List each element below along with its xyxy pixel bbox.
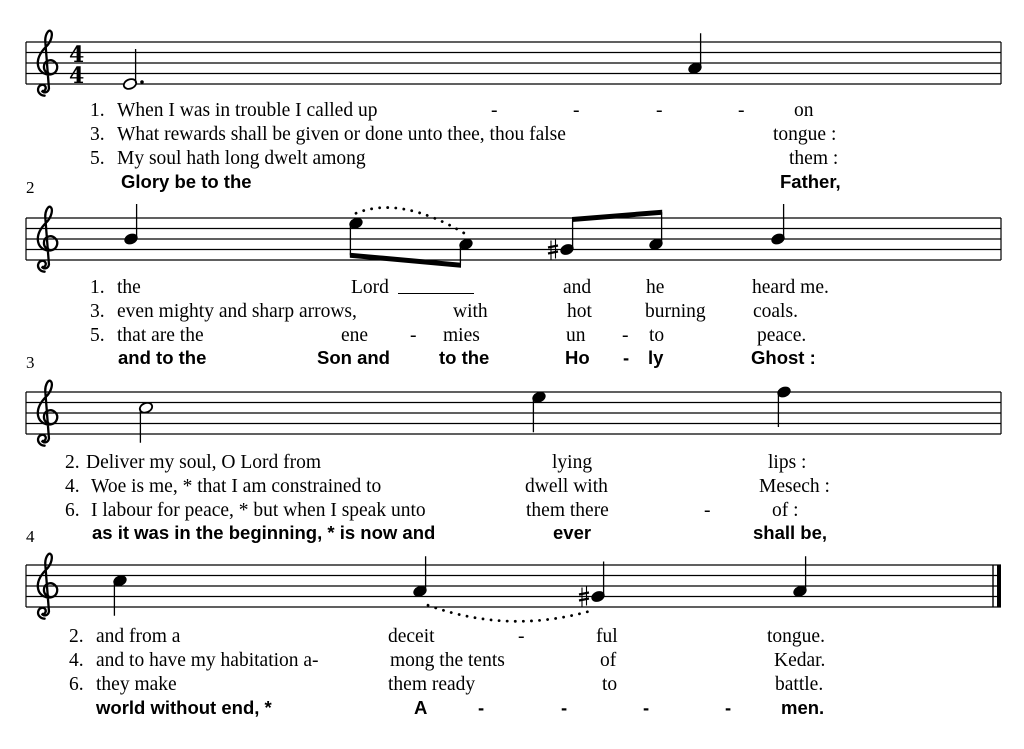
lyric-syllable: When I was in trouble I called up: [117, 100, 378, 121]
lyric-syllable: ene: [341, 325, 369, 346]
lyric-hyphen: -: [561, 697, 568, 718]
lyric-syllable: lying: [552, 452, 593, 473]
lyric-hyphen: -: [643, 697, 650, 718]
lyric-syllable: and: [563, 277, 592, 298]
lyric-hyphen: -: [410, 325, 417, 346]
lyric-syllable: men.: [781, 697, 825, 718]
lyric-syllable: ful: [596, 626, 618, 647]
lyric-syllable: A: [414, 697, 428, 718]
lyric-syllable: hot: [567, 301, 592, 322]
dotted-slur: [356, 208, 466, 235]
lyric-hyphen: -: [573, 100, 580, 121]
verse-number: 4.: [65, 476, 80, 497]
verse-number: 6.: [65, 500, 80, 521]
lyric-hyphen: -: [623, 347, 630, 368]
lyric-syllable: they make: [96, 674, 177, 695]
system-number-2: 2: [26, 178, 35, 197]
lyric-syllable: tongue.: [767, 626, 825, 647]
time-signature-bottom: 4: [69, 63, 85, 89]
verse-number: 4.: [69, 650, 84, 671]
lyric-syllable: as it was in the beginning, * is now and: [92, 522, 436, 543]
dotted-slur: [428, 605, 592, 621]
lyric-syllable: and to have my habitation a-: [96, 650, 319, 671]
lyric-syllable: ly: [648, 347, 664, 368]
lyric-syllable: Mesech :: [759, 476, 830, 497]
lyric-syllable: mong the tents: [390, 650, 505, 671]
lyric-syllable: burning: [645, 301, 706, 322]
lyric-syllable: Son and: [317, 347, 390, 368]
verse-number: 3.: [90, 124, 105, 145]
lyric-syllable: battle.: [775, 674, 824, 695]
lyric-hyphen: -: [725, 697, 732, 718]
lyric-syllable: shall be,: [753, 522, 828, 543]
lyric-hyphen: -: [622, 325, 629, 346]
lyric-syllable: with: [453, 301, 488, 322]
verse-number: 2.: [65, 452, 80, 473]
lyric-syllable: ever: [553, 522, 592, 543]
lyric-syllable: on: [794, 100, 814, 121]
lyric-syllable: to the: [439, 347, 490, 368]
lyric-hyphen: -: [478, 697, 485, 718]
lyric-syllable: world without end, *: [96, 697, 272, 718]
lyric-syllable: to: [649, 325, 665, 346]
lyric-syllable: Ghost :: [751, 347, 816, 368]
lyric-syllable: lips :: [768, 452, 807, 473]
lyric-syllable: the: [117, 277, 141, 298]
lyric-syllable: peace.: [757, 325, 807, 346]
lyric-syllable: he: [646, 277, 665, 298]
lyric-syllable: tongue :: [773, 124, 837, 145]
lyric-syllable: and to the: [118, 347, 207, 368]
lyric-syllable: Ho: [565, 347, 590, 368]
verse-number: 6.: [69, 674, 84, 695]
lyric-syllable: un: [566, 325, 586, 346]
lyric-hyphen: -: [738, 100, 745, 121]
system-number-3: 3: [26, 353, 35, 372]
note-beam: [572, 210, 662, 222]
lyric-syllable: mies: [443, 325, 480, 346]
time-signature-top: 4: [69, 42, 85, 68]
lyric-syllable: deceit: [388, 626, 435, 647]
lyric-hyphen: -: [518, 626, 525, 647]
lyric-syllable: that are the: [117, 325, 204, 346]
lyric-syllable: Father,: [780, 171, 841, 192]
lyric-syllable: of: [600, 650, 617, 671]
verse-number: 3.: [90, 301, 105, 322]
lyric-syllable: Woe is me, * that I am constrained to: [91, 476, 382, 497]
lyric-syllable: to: [602, 674, 618, 695]
verse-number: 2.: [69, 626, 84, 647]
verse-number: 1.: [90, 277, 105, 298]
lyric-syllable: even mighty and sharp arrows,: [117, 301, 357, 322]
lyric-syllable: them ready: [388, 674, 476, 695]
system-number-4: 4: [26, 527, 35, 546]
lyric-syllable: Glory be to the: [121, 171, 252, 192]
lyric-syllable: coals.: [753, 301, 798, 322]
lyric-syllable: Lord: [351, 277, 389, 298]
verse-number: 1.: [90, 100, 105, 121]
lyric-hyphen: -: [656, 100, 663, 121]
lyric-syllable: My soul hath long dwelt among: [117, 148, 366, 169]
lyric-syllable: Kedar.: [774, 650, 826, 671]
lyric-syllable: Deliver my soul, O Lord from: [86, 452, 322, 473]
lyric-syllable: them :: [789, 148, 839, 169]
verse-number: 5.: [90, 325, 105, 346]
lyric-syllable: I labour for peace, * but when I speak unto: [91, 500, 426, 521]
lyric-syllable: dwell with: [525, 476, 608, 497]
lyric-syllable: them there: [526, 500, 609, 521]
lyric-syllable: of :: [772, 500, 799, 521]
lyric-hyphen: -: [491, 100, 498, 121]
lyric-syllable: What rewards shall be given or done unto thee, thou false: [117, 124, 566, 145]
melisma-line: [398, 293, 474, 294]
lyric-syllable: heard me.: [752, 277, 829, 298]
lyric-hyphen: -: [704, 500, 711, 521]
augmentation-dot: [140, 80, 144, 84]
final-barline: [997, 565, 1001, 607]
lyric-syllable: and from a: [96, 626, 181, 647]
verse-number: 5.: [90, 148, 105, 169]
